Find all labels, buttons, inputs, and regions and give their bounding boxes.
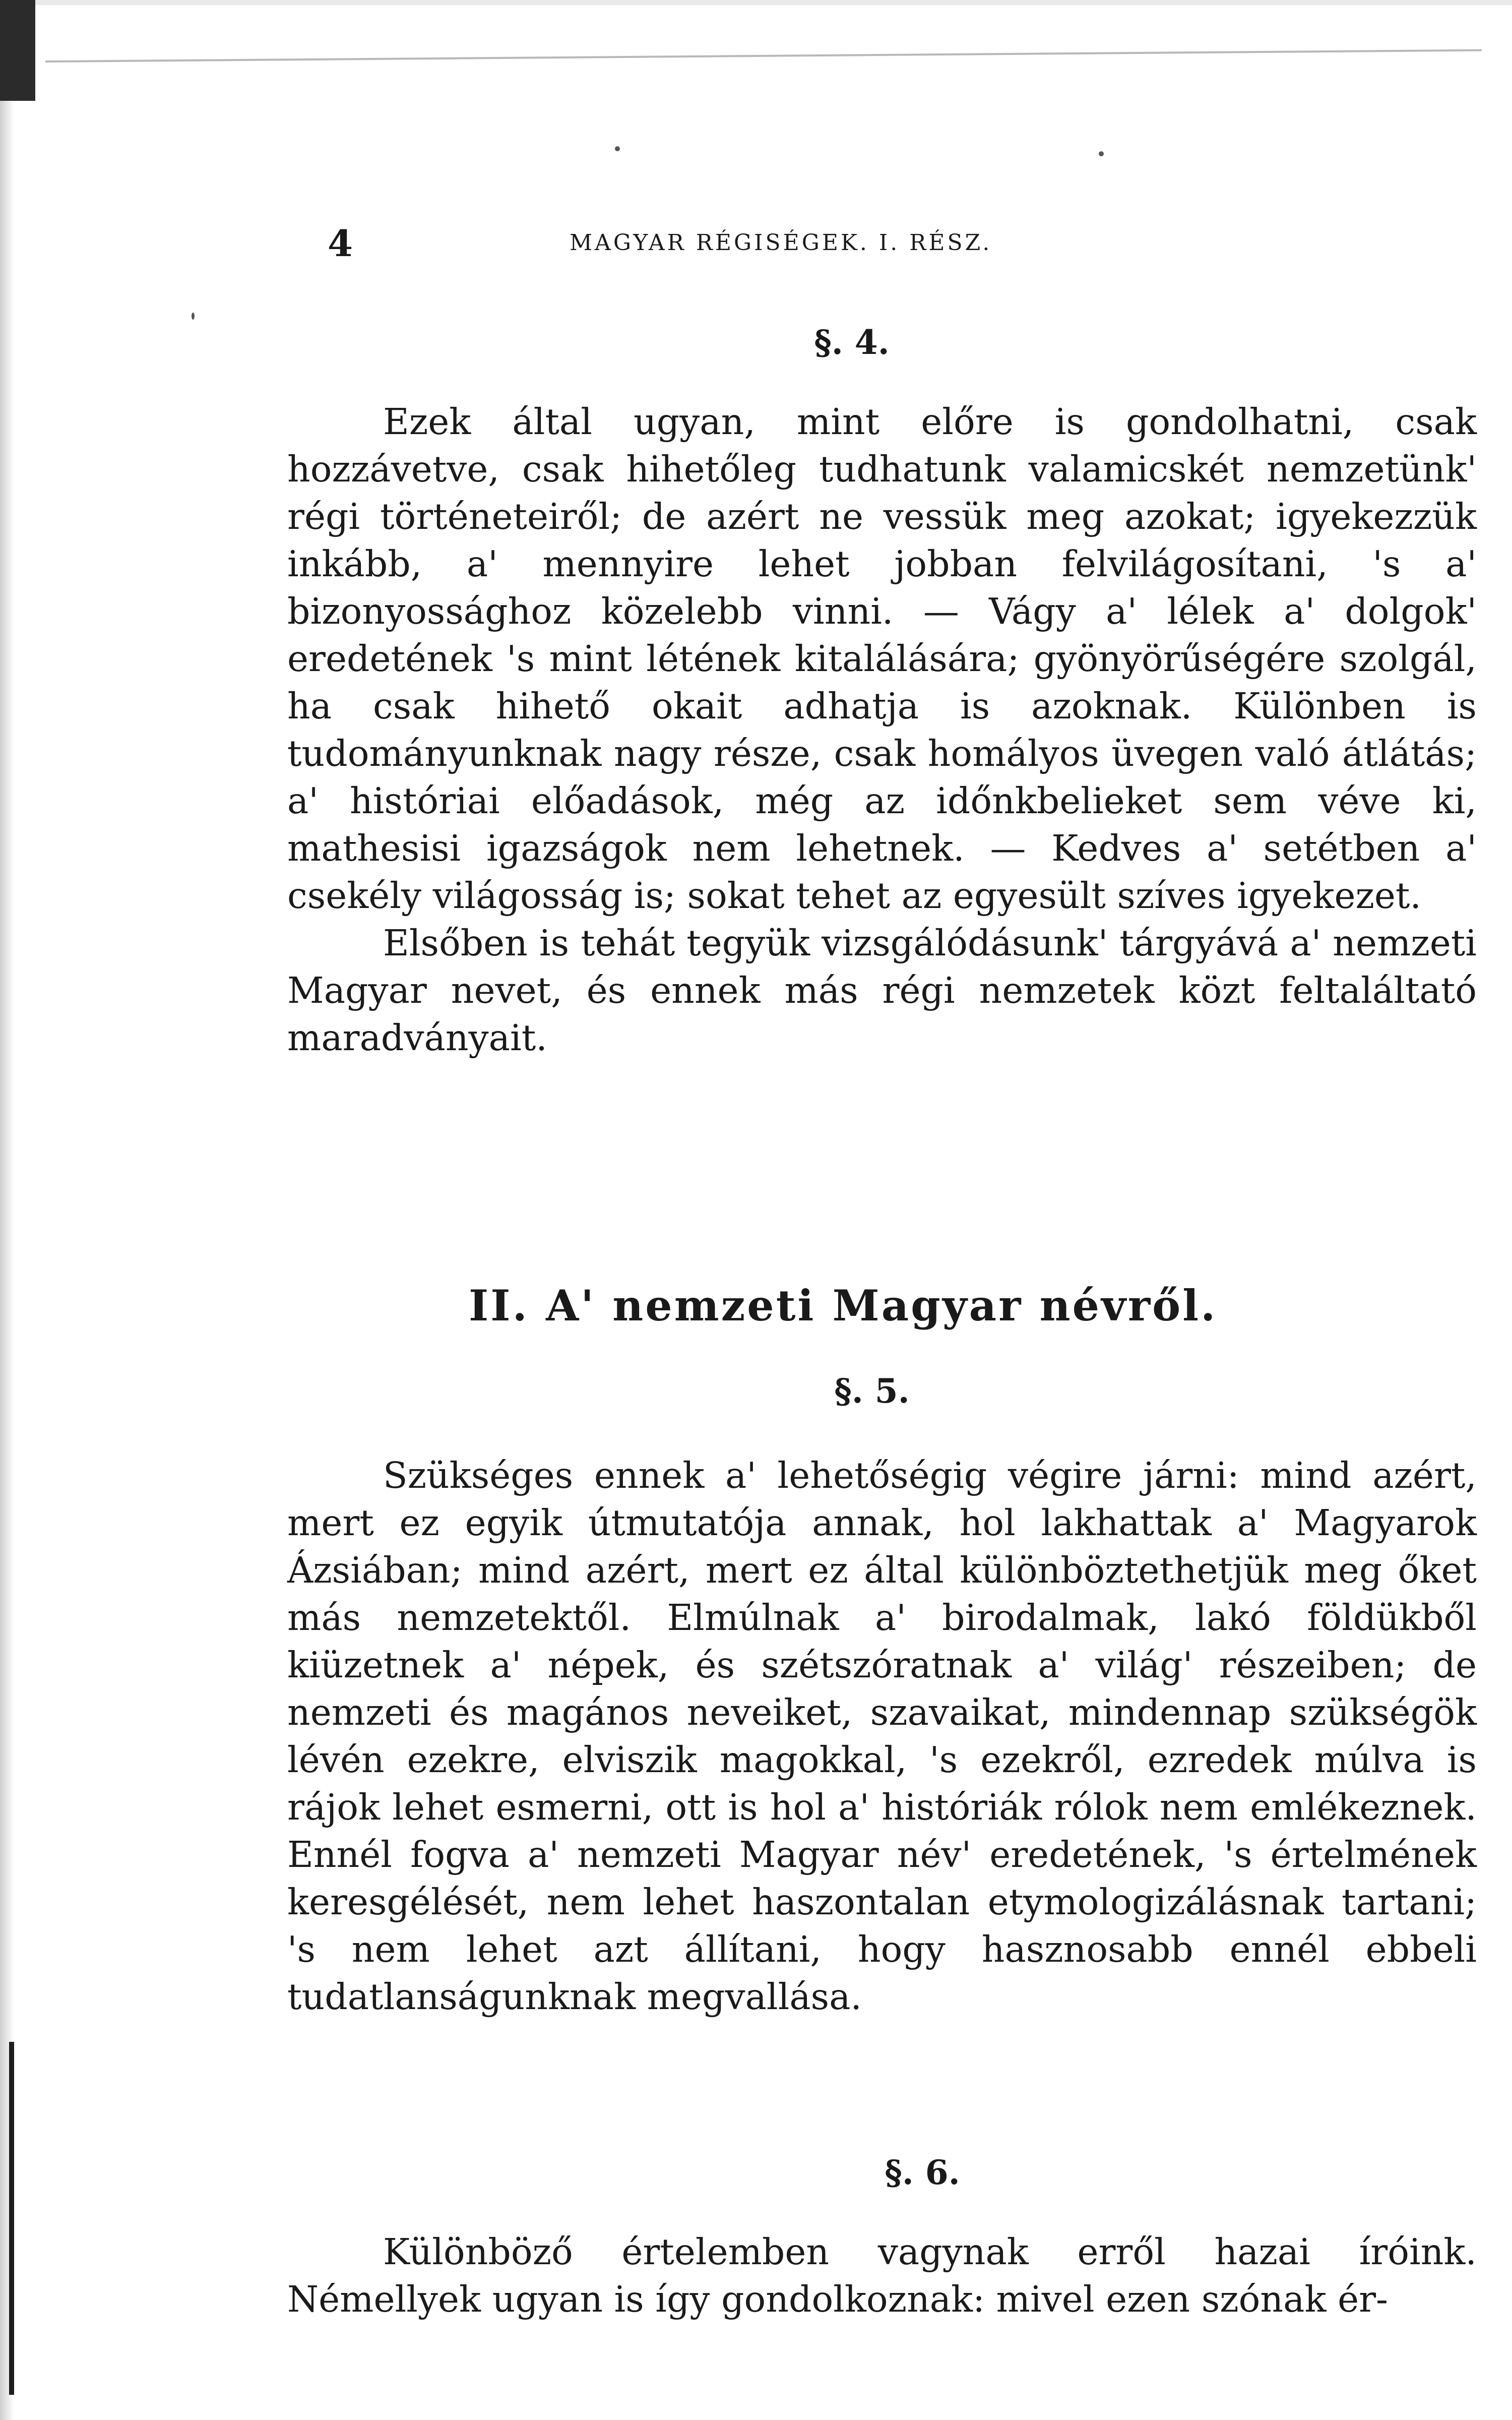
running-title: MAGYAR RÉGISÉGEK. I. RÉSZ.	[570, 230, 992, 256]
paragraph: Szükséges ennek a' lehetőségig végire járni: mind azért, mert ez egyik útmutatója annak, hol lakhattak a' Magyarok Ázsiában; mind azért, mert ez által különböztethetjük meg őket más nemzetektől. Elmúlnak a' birodalmak, lakó földükből kiüzetnek a' népek, és szétszóratnak a' világ' részeiben; de nemzeti és magános neveiket, szavaikat, mindennap szükségök lévén ezekre, elviszik magokkal, 's ezekről, ezredek múlva is rájok lehet esmerni, ott is hol a' históriák rólok nem emlékeznek. Ennél fogva a' nemzeti Magyar név' eredetének, 's értelmének keresgélését, nem lehet haszontalan etymologizálásnak tartani; 's nem lehet azt állítani, hogy hasznosabb ennél ebbeli tudatlanságunknak megvallása.	[287, 1455, 1477, 2018]
scan-top-edge	[0, 0, 1512, 5]
scan-left-line	[9, 2042, 14, 2395]
paragraph: Ezek által ugyan, mint előre is gondolhatni, csak hozzávetve, csak hihetőleg tudhatunk valamicskét nemzetünk' régi történeteiről; de azért ne vessük meg azokat; igyekezzük inkább, a' mennyire lehet jobban felvilágosítani, 's a' bizonyossághoz közelebb vinni. — Vágy a' lélek a' dolgok' eredetének 's mint létének kitalálására; gyönyörűségére szolgál, ha csak hihető okait adhatja is azoknak. Különben is tudományunknak nagy része, csak homályos üvegen való átlátás; a' históriai előadások, még az időnkbelieket sem véve ki, mathesisi igazságok nem lehetnek. — Kedves a' setétben a' csekély világosság is; sokat tehet az egyesült szíves igyekezet.	[287, 401, 1477, 917]
scan-corner-shadow	[0, 0, 35, 101]
scan-speck	[615, 146, 620, 151]
scan-top-line	[45, 49, 1482, 63]
page-header	[328, 222, 1184, 267]
page-number: 4	[328, 222, 353, 265]
scan-speck	[192, 313, 195, 320]
paragraph: Elsőben is tehát tegyük vizsgálódásunk' tárgyává a' nemzeti Magyar nevet, és ennek más régi nemzetek közt feltaláltató maradványait.	[287, 922, 1477, 1059]
section-4-text	[287, 398, 1477, 1062]
section-mark-5: §. 5.	[834, 1371, 910, 1411]
paragraph: Különböző értelemben vagynak erről hazai íróink. Némellyek ugyan is így gondolkoznak: mivel ezen szónak ér-	[287, 2231, 1477, 2320]
section-mark-4: §. 4.	[814, 323, 890, 362]
section-mark-6: §. 6.	[885, 2153, 960, 2192]
chapter-heading: II. A' nemzeti Magyar névről.	[469, 1281, 1218, 1330]
section-6-text	[287, 2228, 1477, 2323]
section-5-text	[287, 1452, 1477, 2021]
scan-speck	[1099, 151, 1104, 156]
